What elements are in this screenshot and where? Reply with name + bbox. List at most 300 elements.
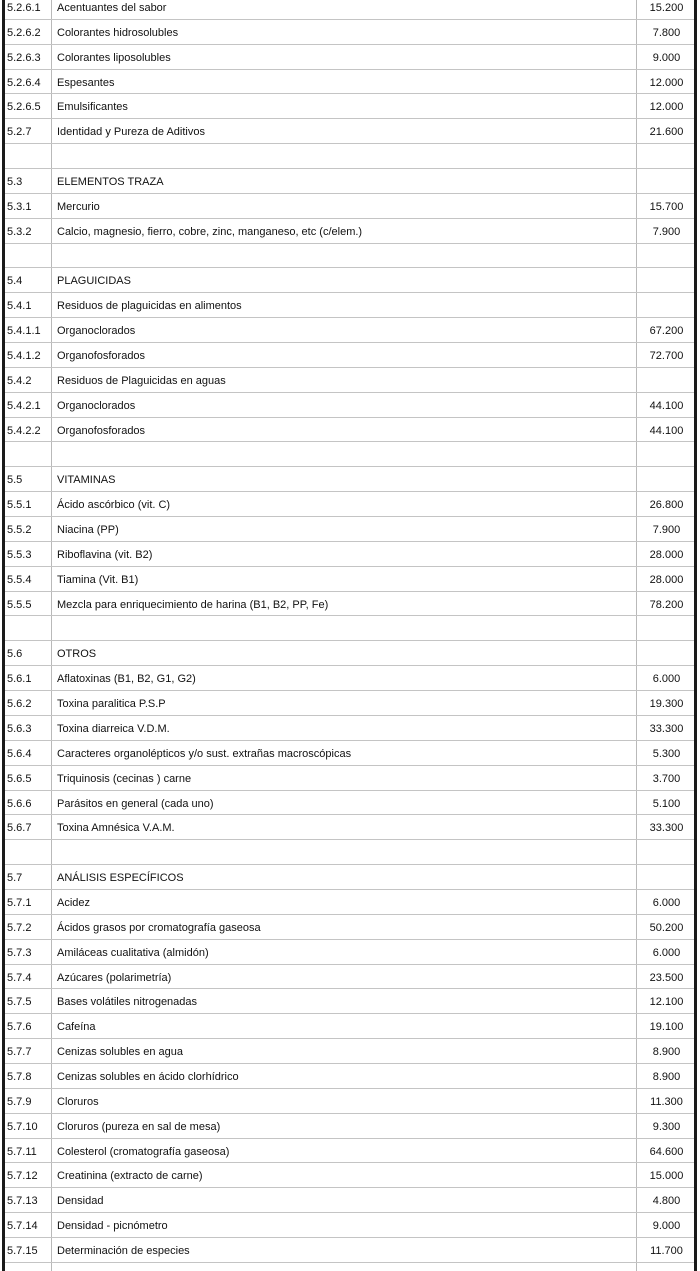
- row-description-cell: [53, 392, 639, 417]
- table-row: [5, 1113, 694, 1138]
- row-price: 5.300: [652, 747, 681, 760]
- row-code: 5.5: [7, 474, 23, 487]
- table-row: [5, 492, 694, 517]
- row-code: 5.7.8: [7, 1070, 32, 1083]
- table-row: [5, 392, 694, 417]
- row-code-cell: [5, 268, 53, 293]
- row-price: 9.000: [652, 51, 681, 64]
- row-code: 5.6.4: [7, 747, 32, 760]
- row-description: Triquinosis (cecinas ) carne: [57, 772, 192, 785]
- row-description: [57, 144, 639, 151]
- row-description: Mezcla para enriquecimiento de harina (B1, B2, PP, Fe): [57, 598, 329, 611]
- row-price: [639, 616, 694, 623]
- row-description-cell: [53, 193, 639, 218]
- row-code-cell: [5, 914, 53, 939]
- row-description: Determinación de especies: [57, 1244, 190, 1257]
- row-price-cell: [639, 343, 694, 368]
- row-description: [57, 244, 639, 251]
- row-description-cell: [53, 0, 639, 19]
- row-description-cell: [53, 442, 639, 467]
- row-code: 5.5.5: [7, 598, 32, 611]
- row-price: 9.000: [652, 1220, 681, 1233]
- row-code: 5.2.6.5: [7, 101, 41, 114]
- row-code: 5.3.2: [7, 225, 32, 238]
- row-description: Organoclorados: [57, 325, 136, 338]
- row-code: 5.6.6: [7, 797, 32, 810]
- row-code-cell: [5, 94, 53, 119]
- row-price-cell: [639, 566, 694, 591]
- table-row: [5, 1138, 694, 1163]
- table-row: [5, 44, 694, 69]
- table-row: [5, 0, 694, 19]
- table-row: [5, 566, 694, 591]
- row-price-cell: [639, 790, 694, 815]
- table-row: [5, 541, 694, 566]
- row-description: Cloruros (pureza en sal de mesa): [57, 1120, 221, 1133]
- row-price: 28.000: [649, 548, 684, 561]
- row-description-cell: [53, 293, 639, 318]
- row-price: [639, 840, 694, 847]
- table-row: [5, 889, 694, 914]
- row-description: Toxina paralitica P.S.P: [57, 698, 166, 711]
- row-price: 3.700: [652, 772, 681, 785]
- row-price: 78.200: [649, 598, 684, 611]
- row-description-cell: [53, 591, 639, 616]
- table-row: [5, 914, 694, 939]
- row-code: [7, 144, 53, 151]
- table-row: [5, 517, 694, 542]
- row-code-cell: [5, 790, 53, 815]
- row-price-cell: [639, 44, 694, 69]
- row-price: 6.000: [652, 673, 681, 686]
- row-code-cell: [5, 318, 53, 343]
- row-code-cell: [5, 467, 53, 492]
- row-price-cell: [639, 19, 694, 44]
- row-code: 5.6.1: [7, 673, 32, 686]
- table-row: [5, 1088, 694, 1113]
- row-description: Cloruros: [57, 1095, 99, 1108]
- row-price-cell: [639, 666, 694, 691]
- row-code-cell: [5, 616, 53, 641]
- row-code-cell: [5, 392, 53, 417]
- table-row: [5, 1039, 694, 1064]
- row-description: Ácidos grasos por cromatografía gaseosa: [57, 921, 261, 934]
- row-code-cell: [5, 343, 53, 368]
- row-description-cell: [53, 1014, 639, 1039]
- row-code-cell: [5, 1188, 53, 1213]
- row-description: Mercurio: [57, 200, 100, 213]
- row-price: 12.100: [649, 996, 684, 1009]
- row-price-cell: [639, 989, 694, 1014]
- row-code-cell: [5, 144, 53, 169]
- row-price-cell: [639, 94, 694, 119]
- row-description-cell: [53, 1188, 639, 1213]
- row-code: 5.4.2: [7, 374, 32, 387]
- row-description: Colesterol (cromatografía gaseosa): [57, 1145, 230, 1158]
- row-price: 21.600: [649, 126, 684, 139]
- row-price: 9.300: [652, 1120, 681, 1133]
- row-description: Parásitos en general (cada uno): [57, 797, 214, 810]
- row-price: 33.300: [649, 722, 684, 735]
- row-price: 8.900: [652, 1046, 681, 1059]
- row-code: 5.7.3: [7, 946, 32, 959]
- row-description: VITAMINAS: [57, 474, 116, 487]
- row-price-cell: [639, 392, 694, 417]
- row-price: 8.900: [652, 1070, 681, 1083]
- row-description-cell: [53, 44, 639, 69]
- row-code-cell: [5, 591, 53, 616]
- row-price-cell: [639, 1188, 694, 1213]
- row-description-cell: [53, 641, 639, 666]
- row-price: 6.000: [652, 896, 681, 909]
- table-row: [5, 1063, 694, 1088]
- row-description: Emulsificantes: [57, 101, 128, 114]
- table-row: [5, 293, 694, 318]
- row-code: 5.5.3: [7, 548, 32, 561]
- row-price-cell: [639, 193, 694, 218]
- row-price-cell: [639, 964, 694, 989]
- row-description-cell: [53, 94, 639, 119]
- row-code-cell: [5, 939, 53, 964]
- row-code: 5.7.14: [7, 1220, 38, 1233]
- row-description: OTROS: [57, 648, 97, 661]
- row-code: 5.2.6.3: [7, 51, 41, 64]
- row-price: [639, 169, 694, 176]
- row-code-cell: [5, 169, 53, 194]
- row-description: Acentuantes del sabor: [57, 2, 167, 14]
- table-row: [5, 318, 694, 343]
- table-row: [5, 69, 694, 94]
- row-code-cell: [5, 889, 53, 914]
- row-description-cell: [53, 218, 639, 243]
- row-price-cell: [639, 293, 694, 318]
- row-code: [7, 616, 53, 623]
- table-row: [5, 1188, 694, 1213]
- row-price: [639, 368, 694, 375]
- row-description: [57, 442, 639, 449]
- row-code: 5.7.6: [7, 1021, 32, 1034]
- row-description-cell: [53, 1088, 639, 1113]
- row-price-cell: [639, 517, 694, 542]
- row-price: 6.000: [652, 946, 681, 959]
- row-code-cell: [5, 1088, 53, 1113]
- row-description: Densidad - picnómetro: [57, 1220, 168, 1233]
- row-description: Cenizas solubles en ácido clorhídrico: [57, 1070, 239, 1083]
- row-price: [639, 268, 694, 275]
- row-description: [57, 840, 639, 847]
- row-price: [639, 244, 694, 251]
- row-description-cell: [53, 989, 639, 1014]
- row-price-cell: [639, 865, 694, 890]
- row-code: 5.2.6.1: [7, 2, 41, 14]
- row-description: Riboflavina (vit. B2): [57, 548, 153, 561]
- row-code: 5.7.15: [7, 1244, 38, 1257]
- row-price: 12.000: [649, 76, 684, 89]
- table-row: [5, 865, 694, 890]
- row-description: [57, 616, 639, 623]
- row-price-cell: [639, 1088, 694, 1113]
- table-row: [5, 218, 694, 243]
- row-code-cell: [5, 44, 53, 69]
- row-code: 5.2.7: [7, 126, 32, 139]
- analysis-price-table: [5, 0, 694, 1263]
- row-description: Amiláceas cualitativa (almidón): [57, 946, 209, 959]
- row-price-cell: [639, 691, 694, 716]
- row-code: 5.4.2.2: [7, 424, 41, 437]
- row-code: 5.7.1: [7, 896, 32, 909]
- table-body: [5, 0, 694, 1262]
- row-price: [639, 641, 694, 648]
- row-price: [639, 442, 694, 449]
- table-row: [5, 790, 694, 815]
- row-description-cell: [53, 1138, 639, 1163]
- row-price: 15.700: [649, 200, 684, 213]
- row-price: [639, 865, 694, 872]
- row-price-cell: [639, 1063, 694, 1088]
- row-code: 5.6.7: [7, 822, 32, 835]
- row-description: Ácido ascórbico (vit. C): [57, 499, 171, 512]
- row-description: Cafeína: [57, 1021, 96, 1034]
- row-code-cell: [5, 69, 53, 94]
- row-price-cell: [639, 69, 694, 94]
- row-code-cell: [5, 566, 53, 591]
- row-description: Aflatoxinas (B1, B2, G1, G2): [57, 673, 196, 686]
- row-description: Cenizas solubles en agua: [57, 1046, 183, 1059]
- row-price: 15.200: [649, 2, 684, 14]
- row-code-cell: [5, 243, 53, 268]
- row-description: Creatinina (extracto de carne): [57, 1170, 203, 1183]
- row-code: 5.7.5: [7, 996, 32, 1009]
- row-price-cell: [639, 815, 694, 840]
- row-code-cell: [5, 1138, 53, 1163]
- row-code-cell: [5, 119, 53, 144]
- row-price: 19.100: [649, 1021, 684, 1034]
- row-code: [7, 840, 53, 847]
- row-code: 5.7.4: [7, 971, 32, 984]
- row-code: 5.7.11: [7, 1145, 37, 1158]
- row-price-cell: [639, 169, 694, 194]
- row-code-cell: [5, 193, 53, 218]
- row-price: 50.200: [649, 921, 684, 934]
- row-code: 5.7.9: [7, 1095, 32, 1108]
- row-price-cell: [639, 492, 694, 517]
- row-price-cell: [639, 840, 694, 865]
- row-price-cell: [639, 1237, 694, 1262]
- table-row: [5, 343, 694, 368]
- row-price: 44.100: [649, 424, 684, 437]
- row-code-cell: [5, 691, 53, 716]
- row-price: 12.000: [649, 101, 684, 114]
- row-description-cell: [53, 541, 639, 566]
- table-row: [5, 1014, 694, 1039]
- row-description: PLAGUICIDAS: [57, 275, 131, 288]
- row-description: Organofosforados: [57, 350, 146, 363]
- row-description: Espesantes: [57, 76, 115, 89]
- row-price: 7.800: [652, 26, 681, 39]
- row-description-cell: [53, 715, 639, 740]
- row-description-cell: [53, 69, 639, 94]
- row-price: 44.100: [649, 399, 684, 412]
- row-description: Azúcares (polarimetría): [57, 971, 172, 984]
- row-description-cell: [53, 939, 639, 964]
- row-description: Bases volátiles nitrogenadas: [57, 996, 198, 1009]
- row-code-cell: [5, 0, 53, 19]
- row-description-cell: [53, 691, 639, 716]
- row-code: 5.2.6.4: [7, 76, 41, 89]
- table-row-blank: [5, 616, 694, 641]
- row-code-cell: [5, 740, 53, 765]
- row-code: 5.7.13: [7, 1195, 38, 1208]
- row-price: 15.000: [649, 1170, 684, 1183]
- table-row: [5, 715, 694, 740]
- row-description: Colorantes liposolubles: [57, 51, 171, 64]
- row-code: 5.4.1.2: [7, 350, 41, 363]
- row-description-cell: [53, 840, 639, 865]
- row-description-cell: [53, 566, 639, 591]
- row-code-cell: [5, 1039, 53, 1064]
- row-description: Residuos de Plaguicidas en aguas: [57, 374, 226, 387]
- row-code-cell: [5, 964, 53, 989]
- row-code-cell: [5, 865, 53, 890]
- row-code-cell: [5, 1163, 53, 1188]
- row-code: 5.4.1.1: [7, 325, 41, 338]
- row-code-cell: [5, 1063, 53, 1088]
- row-price-cell: [639, 541, 694, 566]
- row-price-cell: [639, 715, 694, 740]
- row-price-cell: [639, 914, 694, 939]
- row-code: 5.7.10: [7, 1120, 38, 1133]
- row-price-cell: [639, 119, 694, 144]
- table-row: [5, 94, 694, 119]
- row-description: Tiamina (Vit. B1): [57, 573, 139, 586]
- row-code: 5.4.2.1: [7, 399, 41, 412]
- table-row: [5, 765, 694, 790]
- row-description-cell: [53, 1213, 639, 1238]
- row-description-cell: [53, 765, 639, 790]
- row-code-cell: [5, 367, 53, 392]
- row-description-cell: [53, 492, 639, 517]
- row-description-cell: [53, 964, 639, 989]
- row-price-cell: [639, 889, 694, 914]
- row-code-cell: [5, 541, 53, 566]
- row-description: Toxina Amnésica V.A.M.: [57, 822, 175, 835]
- row-code-cell: [5, 1014, 53, 1039]
- row-description-cell: [53, 19, 639, 44]
- row-code-cell: [5, 1213, 53, 1238]
- row-description-cell: [53, 790, 639, 815]
- table-row: [5, 964, 694, 989]
- row-price-cell: [639, 641, 694, 666]
- row-description-cell: [53, 367, 639, 392]
- row-price-cell: [639, 144, 694, 169]
- row-code: 5.5.2: [7, 524, 32, 537]
- row-code: 5.3: [7, 176, 23, 189]
- row-price-cell: [639, 765, 694, 790]
- row-description-cell: [53, 1039, 639, 1064]
- row-price-cell: [639, 1039, 694, 1064]
- table-row: [5, 591, 694, 616]
- row-price-cell: [639, 1163, 694, 1188]
- row-price-cell: [639, 367, 694, 392]
- row-description: Toxina diarreica V.D.M.: [57, 722, 170, 735]
- row-price: 26.800: [649, 499, 684, 512]
- row-price-cell: [639, 0, 694, 19]
- table-row: [5, 119, 694, 144]
- row-code-cell: [5, 492, 53, 517]
- row-description-cell: [53, 343, 639, 368]
- row-description-cell: [53, 666, 639, 691]
- row-price-cell: [639, 616, 694, 641]
- row-code: 5.2.6.2: [7, 26, 41, 39]
- row-price: 67.200: [649, 325, 684, 338]
- row-description: Densidad: [57, 1195, 104, 1208]
- table-row: [5, 467, 694, 492]
- row-description: Caracteres organolépticos y/o sust. extrañas macroscópicas: [57, 747, 352, 760]
- row-code-cell: [5, 218, 53, 243]
- row-price-cell: [639, 1213, 694, 1238]
- table-row: [5, 1237, 694, 1262]
- table-row: [5, 169, 694, 194]
- row-code-cell: [5, 840, 53, 865]
- table-row: [5, 641, 694, 666]
- row-description: Calcio, magnesio, fierro, cobre, zinc, manganeso, etc (c/elem.): [57, 225, 363, 238]
- table-row-blank: [5, 840, 694, 865]
- row-price: 5.100: [652, 797, 681, 810]
- table-row: [5, 268, 694, 293]
- row-price-cell: [639, 442, 694, 467]
- row-code-cell: [5, 989, 53, 1014]
- row-code: 5.7.7: [7, 1046, 32, 1059]
- row-code: 5.7.12: [7, 1170, 38, 1183]
- row-price-cell: [639, 243, 694, 268]
- row-price-cell: [639, 268, 694, 293]
- row-code: 5.6.3: [7, 722, 32, 735]
- row-description: Niacina (PP): [57, 524, 119, 537]
- row-code-cell: [5, 19, 53, 44]
- row-description: Residuos de plaguicidas en alimentos: [57, 300, 242, 313]
- row-code-cell: [5, 765, 53, 790]
- row-price: 72.700: [649, 350, 684, 363]
- row-code-cell: [5, 517, 53, 542]
- row-code: 5.3.1: [7, 200, 32, 213]
- row-price-cell: [639, 591, 694, 616]
- row-price-cell: [639, 318, 694, 343]
- table-row: [5, 1163, 694, 1188]
- row-price-cell: [639, 467, 694, 492]
- table-row: [5, 1213, 694, 1238]
- table-row: [5, 193, 694, 218]
- row-description-cell: [53, 914, 639, 939]
- table-row-blank: [5, 243, 694, 268]
- row-description-cell: [53, 815, 639, 840]
- table-row: [5, 691, 694, 716]
- row-price: 23.500: [649, 971, 684, 984]
- row-description: ELEMENTOS TRAZA: [57, 176, 164, 189]
- row-code-cell: [5, 442, 53, 467]
- row-description-cell: [53, 119, 639, 144]
- row-description-cell: [53, 1163, 639, 1188]
- row-description-cell: [53, 517, 639, 542]
- row-price: 11.300: [650, 1095, 683, 1108]
- row-code-cell: [5, 1113, 53, 1138]
- row-code-cell: [5, 293, 53, 318]
- row-price: 64.600: [649, 1145, 684, 1158]
- row-code: 5.7.2: [7, 921, 32, 934]
- row-description-cell: [53, 865, 639, 890]
- row-price-cell: [639, 740, 694, 765]
- table-row: [5, 19, 694, 44]
- row-description: Colorantes hidrosolubles: [57, 26, 179, 39]
